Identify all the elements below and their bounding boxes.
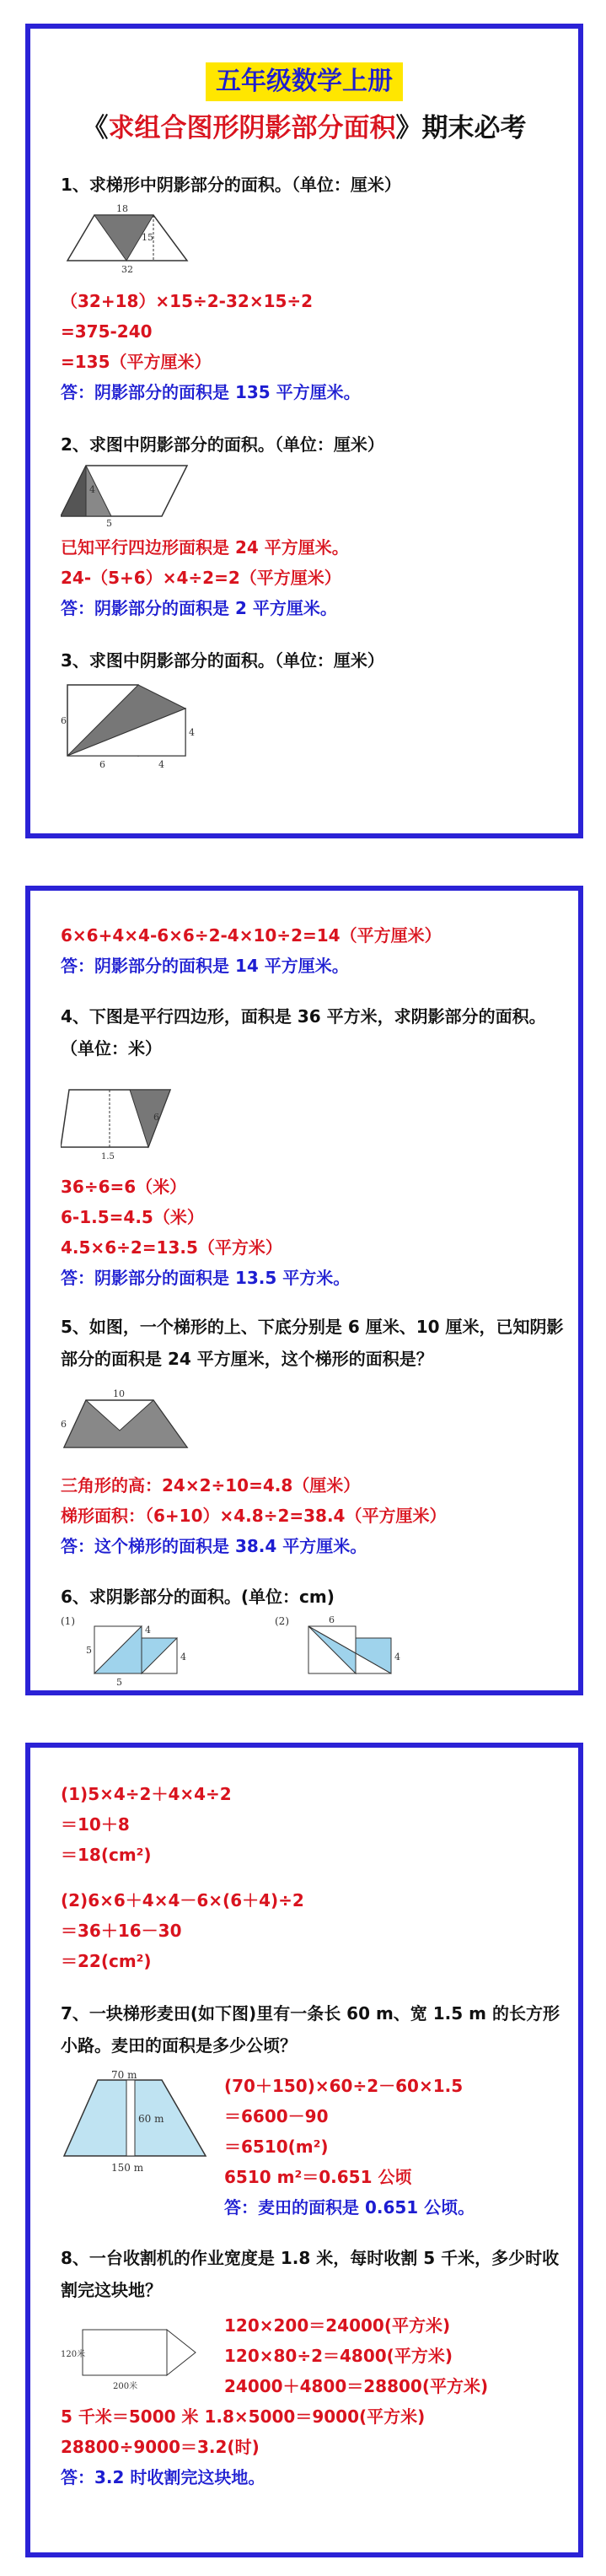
worksheet-card-2 bbox=[25, 886, 583, 1695]
title-grade: 五年级数学上册 bbox=[30, 62, 578, 101]
q4-step-3: 4.5×6÷2=13.5（平方米） bbox=[61, 1237, 282, 1258]
fig8-left-label: 120米 bbox=[61, 2350, 86, 2359]
fig2-bottom-label: 5 bbox=[106, 518, 112, 528]
fig4-bottom-label: 1.5 bbox=[101, 1152, 115, 1161]
wheat-field-figure-7 bbox=[61, 2068, 212, 2178]
q8-step-5: 28800÷9000＝3.2(时) bbox=[61, 2437, 260, 2457]
q8-step-3: 24000＋4800＝28800(平方米) bbox=[224, 2376, 489, 2396]
fig3-bottom-right-label: 4 bbox=[158, 759, 164, 770]
q8-step-4: 5 千米＝5000 米 1.8×5000＝9000(平方米) bbox=[61, 2406, 426, 2427]
fig8-bottom-label: 200米 bbox=[113, 2382, 138, 2391]
title-topic: 《求组合图形阴影部分面积》期末必考 bbox=[82, 113, 527, 143]
squares-figure-3 bbox=[61, 676, 204, 778]
figure-6-2 bbox=[275, 1614, 443, 1687]
q3-step-1: 6×6+4×4-6×6÷2-4×10÷2=14（平方厘米） bbox=[61, 925, 442, 946]
q5-step-1: 三角形的高：24×2÷10=4.8（厘米） bbox=[61, 1475, 361, 1495]
question-7: 7、一块梯形麦田(如下图)里有一条长 60 m、宽 1.5 m 的长方形小路。麦田的面积是多少公顷？ bbox=[61, 2003, 560, 2056]
fig1-bottom-label: 32 bbox=[121, 264, 133, 275]
q2-step-2: 24-（5+6）×4÷2=2（平方厘米） bbox=[61, 568, 341, 588]
fig5-left-label: 6 bbox=[61, 1419, 67, 1430]
question-2: 2、求图中阴影部分的面积。（单位：厘米） bbox=[61, 434, 384, 455]
q6-1-step-1: (1)5×4÷2＋4×4÷2 bbox=[61, 1784, 232, 1804]
worksheet-card-1 bbox=[25, 24, 583, 838]
q1-step-1: （32+18）×15÷2-32×15÷2 bbox=[61, 291, 314, 311]
q6-2-step-1: (2)6×6＋4×4－6×(6＋4)÷2 bbox=[61, 1890, 304, 1910]
parallelogram-figure-2 bbox=[61, 461, 204, 528]
q5-step-2: 梯形面积：（6+10）×4.8÷2=38.4（平方厘米） bbox=[61, 1506, 447, 1526]
fig6-1-bottom-label: 5 bbox=[116, 1677, 122, 1687]
fig5-top-label: 10 bbox=[113, 1388, 125, 1399]
fig2-side-label: 4 bbox=[89, 484, 95, 495]
q6-1-step-2: ＝10＋8 bbox=[61, 1814, 130, 1835]
fig6-1-mid-label: 4 bbox=[145, 1625, 151, 1636]
q1-answer: 答：阴影部分的面积是 135 平方厘米。 bbox=[61, 382, 361, 402]
q4-step-2: 6-1.5=4.5（米） bbox=[61, 1207, 204, 1227]
q2-answer: 答：阴影部分的面积是 2 平方厘米。 bbox=[61, 598, 337, 618]
fig7-height-label: 60 m bbox=[138, 2113, 164, 2125]
q3-answer: 答：阴影部分的面积是 14 平方厘米。 bbox=[61, 956, 349, 976]
q1-step-3: =135（平方厘米） bbox=[61, 352, 212, 372]
q4-answer: 答：阴影部分的面积是 13.5 平方米。 bbox=[61, 1268, 351, 1288]
fig6-1-left-label: 5 bbox=[86, 1645, 92, 1656]
trapezoid-figure-1 bbox=[61, 202, 204, 278]
fig6-2-right-label: 4 bbox=[394, 1652, 400, 1663]
question-1: 1、求梯形中阴影部分的面积。（单位：厘米） bbox=[61, 175, 401, 195]
q7-step-2: ＝6600－90 bbox=[224, 2106, 329, 2126]
q8-answer: 答：3.2 时收割完这块地。 bbox=[61, 2467, 265, 2487]
fig3-bottom-left-label: 6 bbox=[99, 759, 105, 770]
fig3-left-label: 6 bbox=[61, 715, 67, 726]
fig1-height-label: 15 bbox=[142, 232, 153, 243]
fig7-bottom-label: 150 m bbox=[111, 2162, 144, 2174]
fig6-1-right-label: 4 bbox=[180, 1652, 186, 1663]
q5-answer: 答：这个梯形的面积是 38.4 平方厘米。 bbox=[61, 1536, 367, 1556]
q7-step-4: 6510 m²＝0.651 公顷 bbox=[224, 2167, 412, 2187]
q2-step-1: 已知平行四边形面积是 24 平方厘米。 bbox=[61, 537, 349, 558]
q7-answer: 答：麦田的面积是 0.651 公顷。 bbox=[224, 2197, 475, 2218]
fig4-side-label: 6 bbox=[153, 1112, 159, 1123]
q4-step-1: 36÷6=6（米） bbox=[61, 1177, 187, 1197]
fig6-1-tag: (1) bbox=[61, 1615, 75, 1627]
question-8: 8、一台收割机的作业宽度是 1.8 米，每时收割 5 千米，多少时收割完这块地？ bbox=[61, 2248, 560, 2300]
fig7-top-label: 70 m bbox=[111, 2069, 137, 2081]
q7-step-1: (70＋150)×60÷2－60×1.5 bbox=[224, 2076, 464, 2096]
q6-2-step-3: ＝22(cm²) bbox=[61, 1951, 152, 1971]
question-5: 5、如图，一个梯形的上、下底分别是 6 厘米、10 厘米，已知阴影部分的面积是 24 平方厘米，这个梯形的面积是？ bbox=[61, 1317, 564, 1369]
figure-6-1 bbox=[61, 1614, 229, 1687]
trapezoid-figure-5 bbox=[61, 1388, 196, 1464]
q6-2-step-2: ＝36＋16－30 bbox=[61, 1921, 182, 1941]
q8-step-2: 120×80÷2＝4800(平方米) bbox=[224, 2346, 453, 2366]
fig6-2-top-label: 6 bbox=[329, 1614, 335, 1625]
q7-step-3: ＝6510(m²) bbox=[224, 2137, 329, 2157]
fig1-top-label: 18 bbox=[116, 203, 128, 214]
fig3-right-label: 4 bbox=[189, 727, 195, 738]
worksheet-card-3 bbox=[25, 1743, 583, 2557]
question-3: 3、求图中阴影部分的面积。（单位：厘米） bbox=[61, 650, 384, 671]
question-4: 4、下图是平行四边形，面积是 36 平方米，求阴影部分的面积。（单位：米） bbox=[61, 1006, 546, 1059]
q8-step-1: 120×200＝24000(平方米) bbox=[224, 2315, 451, 2336]
q6-1-step-3: ＝18(cm²) bbox=[61, 1845, 152, 1865]
q1-step-2: =375-240 bbox=[61, 321, 153, 342]
parallelogram-figure-4 bbox=[61, 1081, 187, 1166]
question-6: 6、求阴影部分的面积。(单位：cm) bbox=[61, 1587, 335, 1607]
fig6-2-tag: (2) bbox=[275, 1615, 289, 1627]
field-figure-8 bbox=[61, 2318, 212, 2394]
